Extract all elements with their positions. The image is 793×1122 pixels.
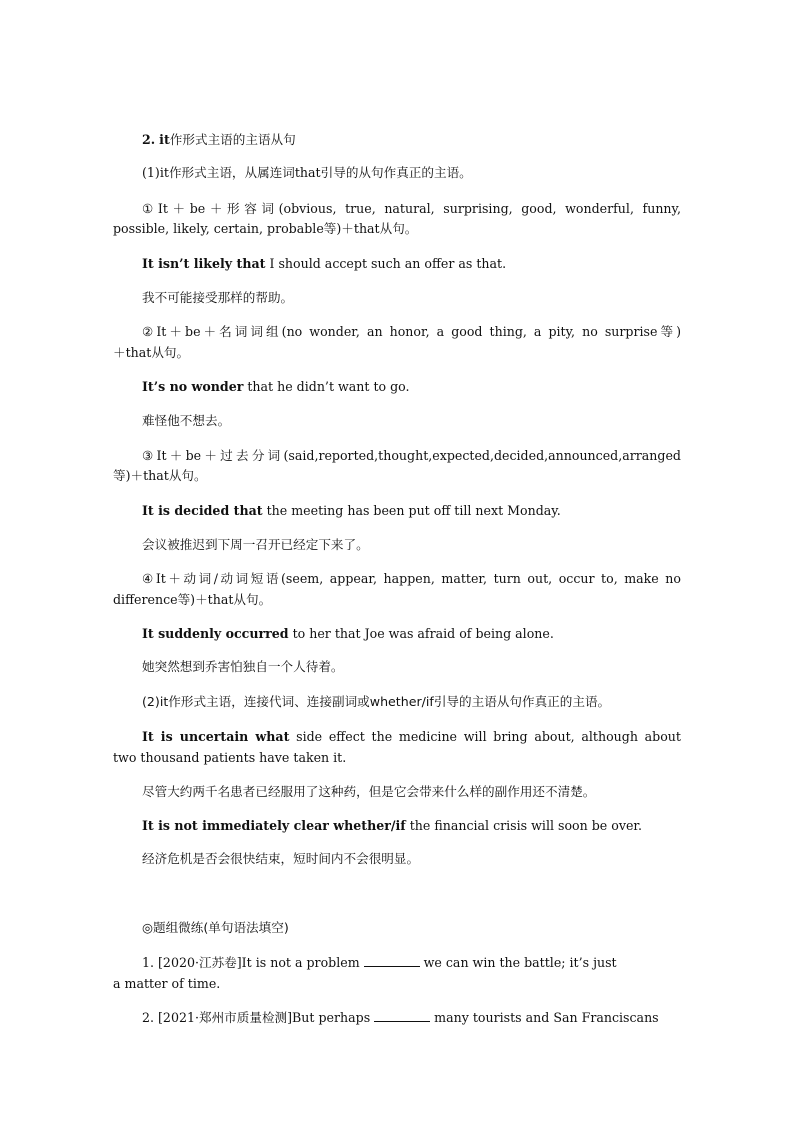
pattern-1-example-rest: I should accept such an offer as that. xyxy=(265,256,507,271)
pattern-3-example-bold: It is decided that xyxy=(142,503,263,518)
pattern-2-translation: 难怪他不想去。 xyxy=(142,413,231,428)
pattern-4-line-1: ④It＋动词/动词短语(seem, appear, happen, matter, turn out, occur to, make no xyxy=(142,571,681,586)
pattern-1-example-bold: It isn’t likely that xyxy=(142,256,266,271)
pattern-4-line-2: difference等)＋that从句。 xyxy=(113,592,272,607)
example-6 xyxy=(142,817,642,835)
subsection-1-text-a: 作形式主语，从属连词 xyxy=(168,165,295,180)
subsection-1-text-b: 引导的从句作真正的主语。 xyxy=(320,165,472,180)
pattern-3-line-1: ③It＋be＋过去分词(said,reported,thought,expected,decided,announced,arranged xyxy=(142,448,681,463)
pattern-1-line-1: ①It＋be＋形容词(obvious, true, natural, surprising, good, wonderful, funny, xyxy=(142,201,681,216)
pattern-1-translation: 我不可能接受那样的帮助。 xyxy=(142,290,294,305)
subsection-1-number: (1) xyxy=(142,165,160,180)
pattern-2-example xyxy=(142,378,410,396)
question-2-blank xyxy=(374,1010,430,1022)
section-keyword: it xyxy=(159,132,170,147)
example-5-rest: side effect the medicine will bring about, although about xyxy=(289,729,681,744)
pattern-4-example-bold: It suddenly occurred xyxy=(142,626,289,641)
exercise-question-1-line-2: a matter of time. xyxy=(113,976,221,991)
example-5-translation: 尽管大约两千名患者已经服用了这种药，但是它会带来什么样的副作用还不清楚。 xyxy=(142,784,596,799)
pattern-2-line-2: ＋that从句。 xyxy=(113,345,190,360)
pattern-3-translation: 会议被推迟到下周一召开已经定下来了。 xyxy=(142,537,369,552)
pattern-3-example xyxy=(142,502,561,520)
pattern-3-line-2: 等)＋that从句。 xyxy=(113,468,207,483)
question-1-suffix: we can win the battle; it’s just xyxy=(419,955,617,970)
pattern-3-example-rest: the meeting has been put off till next Monday. xyxy=(262,503,561,518)
example-5-bold: It is uncertain what xyxy=(142,729,290,744)
example-6-translation: 经济危机是否会很快结束，短时间内不会很明显。 xyxy=(142,851,420,866)
pattern-1-example xyxy=(142,255,506,273)
pattern-2-example-rest: that he didn’t want to go. xyxy=(243,379,410,394)
exercise-question-1-line-1 xyxy=(142,954,617,972)
subsection-2: (2)it作形式主语，连接代词、连接副词或whether/if引导的主语从句作真正的主语。 xyxy=(142,694,611,709)
subsection-1-keyword: it xyxy=(159,165,169,180)
question-1-prefix: 1. [2020·江苏卷]It is not a problem xyxy=(142,955,364,970)
subsection-1-word: that xyxy=(294,165,321,180)
question-2-suffix: many tourists and San Franciscans xyxy=(430,1010,659,1025)
subsection-1 xyxy=(142,164,472,182)
exercise-question-2 xyxy=(142,1009,659,1027)
example-6-rest: the financial crisis will soon be over. xyxy=(405,818,643,833)
question-2-prefix: 2. [2021·郑州市质量检测]But perhaps xyxy=(142,1010,375,1025)
pattern-4-example-rest: to her that Joe was afraid of being alone. xyxy=(288,626,554,641)
example-5-line-1 xyxy=(142,728,681,746)
section-number: 2. xyxy=(142,132,156,147)
pattern-2-line-1: ②It＋be＋名词词组(no wonder, an honor, a good thing, a pity, no surprise等) xyxy=(142,324,681,339)
pattern-4-example xyxy=(142,625,554,643)
example-5-line-2: two thousand patients have taken it. xyxy=(113,750,347,765)
exercise-heading: ◎题组微练(单句语法填空) xyxy=(142,920,289,935)
section-heading xyxy=(142,131,296,149)
section-title: 作形式主语的主语从句 xyxy=(169,132,296,147)
pattern-1-line-2: possible, likely, certain, probable等)＋that从句。 xyxy=(113,221,418,236)
example-6-bold: It is not immediately clear whether/if xyxy=(142,818,406,833)
pattern-4-translation: 她突然想到乔害怕独自一个人待着。 xyxy=(142,659,344,674)
pattern-2-example-bold: It’s no wonder xyxy=(142,379,244,394)
question-1-blank xyxy=(364,955,420,967)
